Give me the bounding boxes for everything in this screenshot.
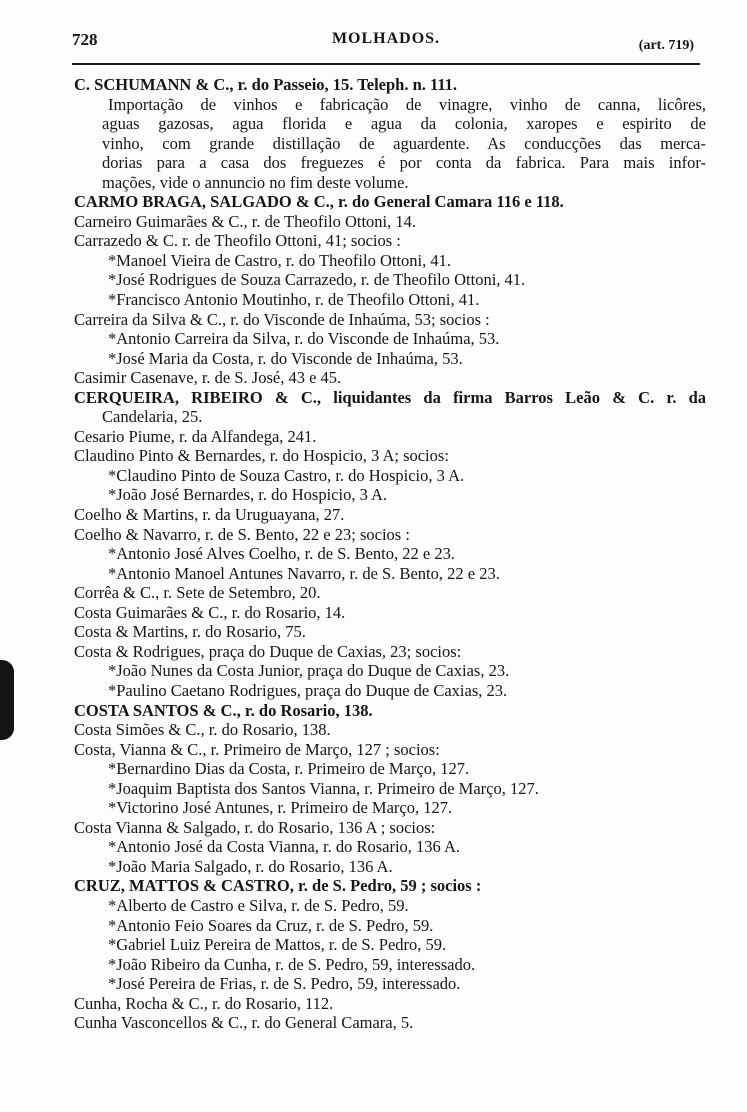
page-number: 728 bbox=[72, 30, 98, 49]
partner-entry-line: *Claudino Pinto de Souza Castro, r. do Hospicio, 3 A. bbox=[108, 465, 465, 485]
firm-entry-line: Costa & Rodrigues, praça do Duque de Caxias, 23; socios: bbox=[74, 641, 462, 661]
firm-entry-line: Carreira da Silva & C., r. do Visconde de Inhaúma, 53; socios : bbox=[74, 309, 490, 329]
partner-entry-line: *João Maria Salgado, r. do Rosario, 136 A. bbox=[108, 856, 393, 876]
partner-entry-line: *Manoel Vieira de Castro, r. do Theofilo Ottoni, 41. bbox=[108, 250, 452, 270]
firm-entry-line: CARMO BRAGA, SALGADO & C., r. do General Camara 116 e 118. bbox=[74, 192, 564, 212]
firm-entry-line: Costa Vianna & Salgado, r. do Rosario, 136 A ; socios: bbox=[74, 817, 436, 837]
firm-entry-line: COSTA SANTOS & C., r. do Rosario, 138. bbox=[74, 700, 373, 720]
firm-entry-line: Carrazedo & C. r. de Theofilo Ottoni, 41; socios : bbox=[74, 231, 401, 251]
partner-entry-line: *Antonio Feio Soares da Cruz, r. de S. Pedro, 59. bbox=[108, 915, 434, 935]
partner-entry-line: *José Maria da Costa, r. do Visconde de Inhaúma, 53. bbox=[108, 348, 463, 368]
firm-entry-line: Claudino Pinto & Bernardes, r. do Hospicio, 3 A; socios: bbox=[74, 446, 449, 466]
partner-entry-line: *Francisco Antonio Moutinho, r. de Theofilo Ottoni, 41. bbox=[108, 290, 480, 310]
firm-entry-line: Cesario Piume, r. da Alfandega, 241. bbox=[74, 426, 317, 446]
partner-entry-line: *João José Bernardes, r. do Hospicio, 3 A. bbox=[108, 485, 388, 505]
firm-entry-line: C. SCHUMANN & C., r. do Passeio, 15. Teleph. n. 111. bbox=[74, 75, 458, 94]
entry-continuation-line: Candelaria, 25. bbox=[102, 407, 203, 427]
partner-entry-line: *Antonio Manoel Antunes Navarro, r. de S. Bento, 22 e 23. bbox=[108, 563, 500, 583]
firm-entry-line: Costa Guimarães & C., r. do Rosario, 14. bbox=[74, 602, 346, 622]
partner-entry-line: *Antonio José Alves Coelho, r. de S. Bento, 22 e 23. bbox=[108, 544, 455, 564]
partner-entry-line: *José Pereira de Frias, r. de S. Pedro, 59, interessado. bbox=[108, 974, 461, 994]
partner-entry-line: *Antonio José da Costa Vianna, r. do Rosario, 136 A. bbox=[108, 837, 461, 857]
header-rule bbox=[72, 63, 700, 65]
partner-entry-line: *Bernardino Dias da Costa, r. Primeiro de Março, 127. bbox=[108, 759, 470, 779]
partner-entry-line: *João Ribeiro da Cunha, r. de S. Pedro, 59, interessado. bbox=[108, 954, 476, 974]
partner-entry-line: *Antonio Carreira da Silva, r. do Visconde de Inhaúma, 53. bbox=[108, 329, 500, 349]
firm-entry-line: Cunha Vasconcellos & C., r. do General Camara, 5. bbox=[74, 1013, 414, 1033]
partner-entry-line: *Victorino José Antunes, r. Primeiro de Março, 127. bbox=[108, 798, 453, 818]
entry-continuation-line: aguas gazosas, agua florida e agua da colonia, xaropes e espirito de bbox=[102, 114, 706, 134]
firm-entry-line: Casimir Casenave, r. de S. José, 43 e 45. bbox=[74, 368, 342, 388]
firm-entry-line: Coelho & Martins, r. da Uruguayana, 27. bbox=[74, 505, 345, 525]
partner-entry-line: *Paulino Caetano Rodrigues, praça do Duque de Caxias, 23. bbox=[108, 680, 508, 700]
firm-entry-line: Corrêa & C., r. Sete de Setembro, 20. bbox=[74, 583, 321, 603]
entry-continuation-line: dorias para a casa dos freguezes é por conta da fabrica. Para mais infor- bbox=[102, 153, 706, 173]
entry-continuation-line: vinho, com grande distillação de aguardente. As conducções das merca- bbox=[102, 133, 706, 153]
firm-entry-line: Costa, Vianna & C., r. Primeiro de Março, 127 ; socios: bbox=[74, 739, 440, 759]
running-header bbox=[72, 26, 700, 66]
directory-entries bbox=[74, 75, 706, 1033]
partner-entry-line: *Alberto de Castro e Silva, r. de S. Pedro, 59. bbox=[108, 895, 409, 915]
partner-entry-line: *Gabriel Luiz Pereira de Mattos, r. de S. Pedro, 59. bbox=[108, 935, 447, 955]
partner-entry-line: Importação de vinhos e fabricação de vinagre, vinho de canna, licôres, bbox=[108, 94, 706, 114]
section-title: MOLHADOS. bbox=[331, 30, 441, 47]
firm-entry-line: Coelho & Navarro, r. de S. Bento, 22 e 23; socios : bbox=[74, 524, 410, 544]
firm-entry-line: Costa & Martins, r. do Rosario, 75. bbox=[74, 622, 306, 642]
partner-entry-line: *José Rodrigues de Souza Carrazedo, r. de Theofilo Ottoni, 41. bbox=[108, 270, 526, 290]
firm-entry-line: CERQUEIRA, RIBEIRO & C., liquidantes da firma Barros Leão & C. r. da bbox=[74, 387, 706, 407]
partner-entry-line: *João Nunes da Costa Junior, praça do Duque de Caxias, 23. bbox=[108, 661, 510, 681]
partner-entry-line: *Joaquim Baptista dos Santos Vianna, r. Primeiro de Março, 127. bbox=[108, 778, 539, 798]
firm-entry-line: Costa Simões & C., r. do Rosario, 138. bbox=[74, 720, 331, 740]
entry-continuation-line: mações, vide o annuncio no fim deste volume. bbox=[102, 172, 409, 192]
firm-entry-line: Cunha, Rocha & C., r. do Rosario, 112. bbox=[74, 993, 334, 1013]
firm-entry-line: Carneiro Guimarães & C., r. de Theofilo Ottoni, 14. bbox=[74, 211, 417, 231]
article-reference: (art. 719) bbox=[638, 38, 694, 53]
binding-mark bbox=[0, 660, 14, 740]
firm-entry-line: CRUZ, MATTOS & CASTRO, r. de S. Pedro, 59 ; socios : bbox=[74, 876, 482, 896]
